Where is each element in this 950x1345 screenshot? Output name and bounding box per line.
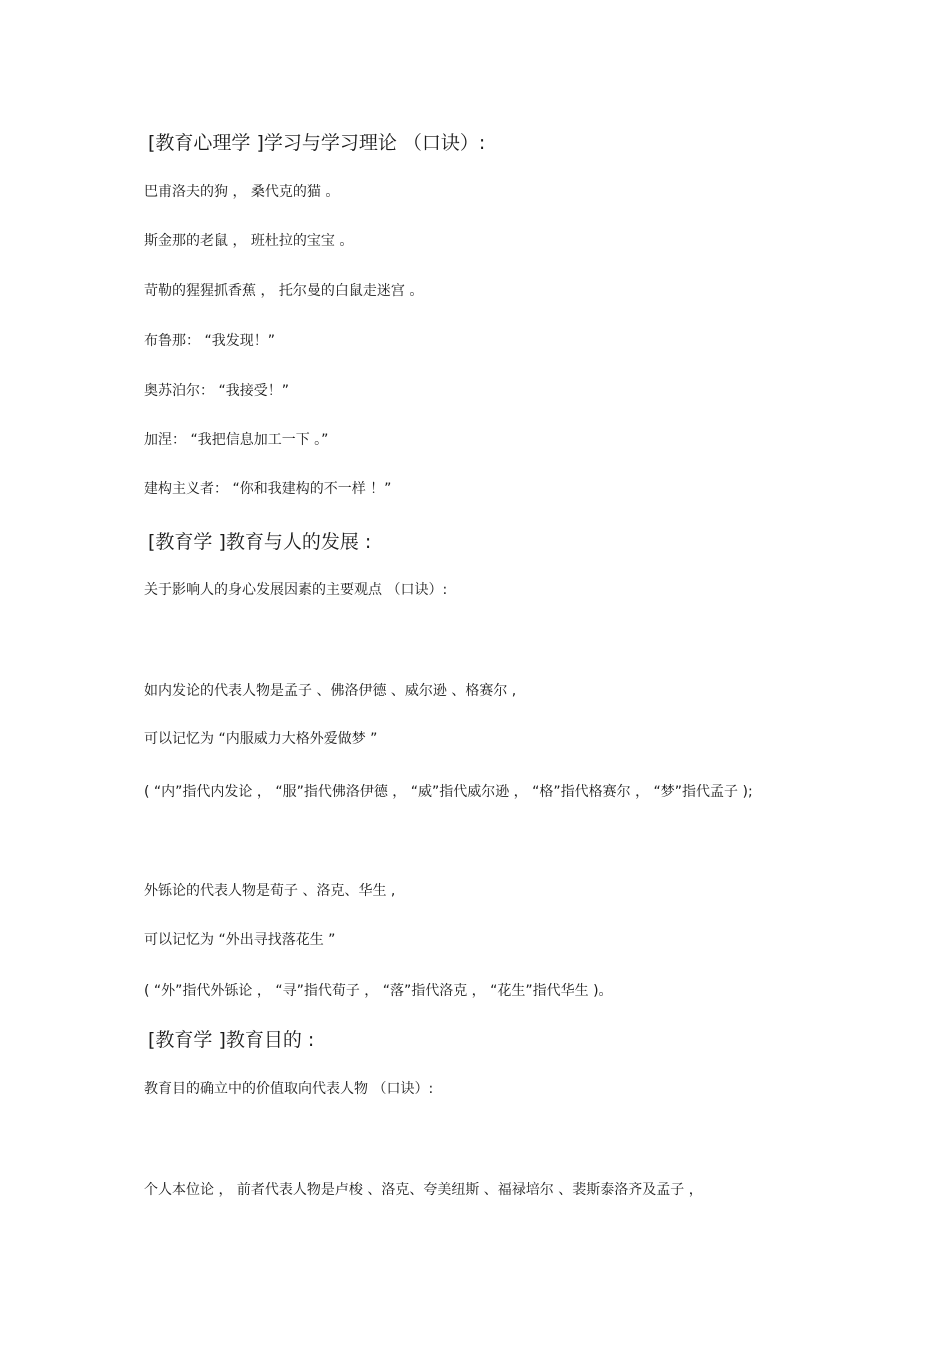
mnemonic-line: 斯金那的老鼠 ， 班杜拉的宝宝 。	[144, 233, 354, 249]
inner-theory-line: 可以记忆为 “内服威力大格外爱做梦 ”	[144, 731, 378, 747]
educational-aims-line: 个人本位论 ， 前者代表人物是卢梭 、洛克、夸美纽斯 、福禄培尔 、裴斯泰洛齐及孟子 ，	[144, 1182, 703, 1198]
mnemonic-line: 奥苏泊尔： “我接受！”	[144, 383, 289, 399]
mnemonic-line: 加涅： “我把信息加工一下 。”	[144, 432, 329, 448]
inner-theory-line: 如内发论的代表人物是孟子 、佛洛伊德 、威尔逊 、格赛尔 ,	[144, 683, 517, 699]
section-heading-human-development: [教育学 ]教育与人的发展 :	[148, 531, 372, 553]
mnemonic-line: 巴甫洛夫的狗 ， 桑代克的猫 。	[144, 184, 340, 200]
inner-theory-line: ( “内”指代内发论 ， “服”指代佛洛伊德 ， “威”指代威尔逊 ， “格”指代格赛尔 ， “梦”指代孟子 );	[144, 784, 753, 800]
section-intro: 关于影响人的身心发展因素的主要观点 （口诀）:	[144, 582, 448, 598]
outer-theory-line: 外铄论的代表人物是荀子 、洛克、华生 ,	[144, 883, 396, 899]
section-heading-educational-aims: [教育学 ]教育目的 :	[148, 1029, 315, 1051]
mnemonic-line: 建构主义者： “你和我建构的不一样 ！”	[144, 481, 392, 497]
mnemonic-line: 布鲁那： “我发现！”	[144, 333, 275, 349]
mnemonic-line: 苛勒的猩猩抓香蕉 ， 托尔曼的白鼠走迷宫 。	[144, 283, 424, 299]
section-intro: 教育目的确立中的价值取向代表人物 （口诀）:	[144, 1081, 434, 1097]
outer-theory-line: ( “外”指代外铄论 ， “寻”指代荀子 ， “落”指代洛克 ， “花生”指代华生 )。	[144, 983, 613, 999]
outer-theory-line: 可以记忆为 “外出寻找落花生 ”	[144, 932, 336, 948]
section-heading-learning-theory: [教育心理学 ]学习与学习理论 （口诀）:	[148, 132, 486, 154]
